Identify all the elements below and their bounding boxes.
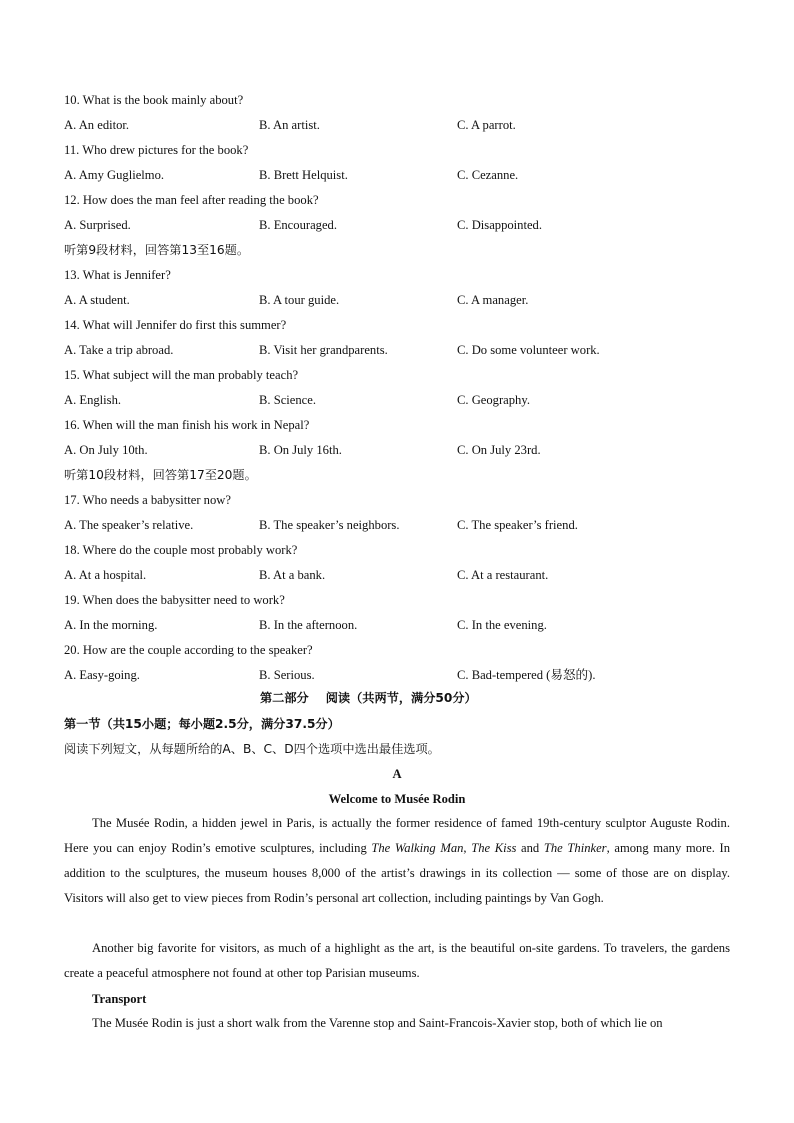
question-13: 13. What is Jennifer?: [64, 268, 171, 282]
option-a: A. Take a trip abroad.: [64, 343, 174, 357]
artwork-title: The Thinker: [543, 841, 607, 855]
artwork-title: The Walking Man: [371, 841, 464, 855]
instruction-material-10: 听第10段材料，回答第17至20题。: [64, 468, 257, 482]
option-c: C. Geography.: [457, 393, 530, 407]
passage-letter: A: [392, 767, 402, 781]
option-b: B. Visit her grandparents.: [259, 343, 388, 357]
passage-paragraph-3: The Musée Rodin is just a short walk from the Varenne stop and Saint-Francois-Xavier stop, both of which lie on: [92, 1016, 663, 1030]
option-a: A. Amy Guglielmo.: [64, 168, 165, 182]
option-b: B. The speaker’s neighbors.: [259, 518, 400, 532]
option-c: C. A parrot.: [457, 118, 516, 132]
option-a: A. In the morning.: [64, 618, 158, 632]
option-b: B. An artist.: [259, 118, 320, 132]
option-c: C. On July 23rd.: [457, 443, 541, 457]
option-a: A. An editor.: [64, 118, 130, 132]
option-a: A. Easy-going.: [64, 668, 140, 682]
option-b: B. Encouraged.: [259, 218, 337, 232]
question-17: 17. Who needs a babysitter now?: [64, 493, 231, 507]
option-c: C. The speaker’s friend.: [457, 518, 578, 532]
option-a: A. A student.: [64, 293, 130, 307]
question-20: 20. How are the couple according to the speaker?: [64, 643, 313, 657]
question-19: 19. When does the babysitter need to work?: [64, 593, 285, 607]
passage-title: Welcome to Musée Rodin: [328, 792, 466, 806]
option-b: B. Serious.: [259, 668, 315, 682]
part-two-title: 第二部分 阅读（共两节，满分50分）: [260, 691, 477, 705]
option-b: B. Brett Helquist.: [259, 168, 348, 182]
passage-paragraph-1: The Musée Rodin, a hidden jewel in Paris, is actually the former residence of famed 19th-century sculptor Auguste Rodin. Here you can enjoy Rodin’s emotive sculptures, including The Walking Man, The Kiss and The Thinker, among many more. In addition to the sculptures, the museum houses 8,000 of the artist’s drawings in its collection — some of those are on display. Visitors will also get to view pieces from Rodin’s personal art collection, including paintings by Van Gogh.: [64, 816, 731, 905]
option-a: A. English.: [64, 393, 122, 407]
question-12: 12. How does the man feel after reading the book?: [64, 193, 319, 207]
option-c: C. Disappointed.: [457, 218, 543, 232]
reading-instruction: 阅读下列短文，从每题所给的A、B、C、D四个选项中选出最佳选项。: [64, 742, 440, 756]
question-14: 14. What will Jennifer do first this summer?: [64, 318, 287, 332]
transport-heading: Transport: [92, 992, 147, 1006]
option-b: B. In the afternoon.: [259, 618, 358, 632]
option-c: C. Cezanne.: [457, 168, 519, 182]
section-one-heading: 第一节（共15小题；每小题2.5分，满分37.5分）: [64, 717, 340, 731]
question-10: 10. What is the book mainly about?: [64, 93, 244, 107]
option-a: A. The speaker’s relative.: [64, 518, 194, 532]
question-18: 18. Where do the couple most probably work?: [64, 543, 298, 557]
instruction-material-9: 听第9段材料，回答第13至16题。: [64, 243, 250, 257]
passage-paragraph-2: Another big favorite for visitors, as much of a highlight as the art, is the beautiful on-site gardens. To travelers, the gardens create a peaceful atmosphere not found at other top Parisian museums.: [64, 941, 730, 980]
option-b: B. At a bank.: [259, 568, 326, 582]
option-c: C. At a restaurant.: [457, 568, 549, 582]
option-a: A. At a hospital.: [64, 568, 147, 582]
option-a: A. Surprised.: [64, 218, 131, 232]
option-b: B. On July 16th.: [259, 443, 342, 457]
option-c: C. In the evening.: [457, 618, 547, 632]
option-c: C. A manager.: [457, 293, 529, 307]
option-c: C. Bad-tempered (易怒的).: [457, 668, 596, 682]
option-b: B. Science.: [259, 393, 317, 407]
option-b: B. A tour guide.: [259, 293, 340, 307]
question-15: 15. What subject will the man probably teach?: [64, 368, 299, 382]
artwork-title: The Kiss: [471, 841, 517, 855]
option-a: A. On July 10th.: [64, 443, 148, 457]
question-16: 16. When will the man finish his work in Nepal?: [64, 418, 310, 432]
option-c: C. Do some volunteer work.: [457, 343, 600, 357]
question-11: 11. Who drew pictures for the book?: [64, 143, 249, 157]
